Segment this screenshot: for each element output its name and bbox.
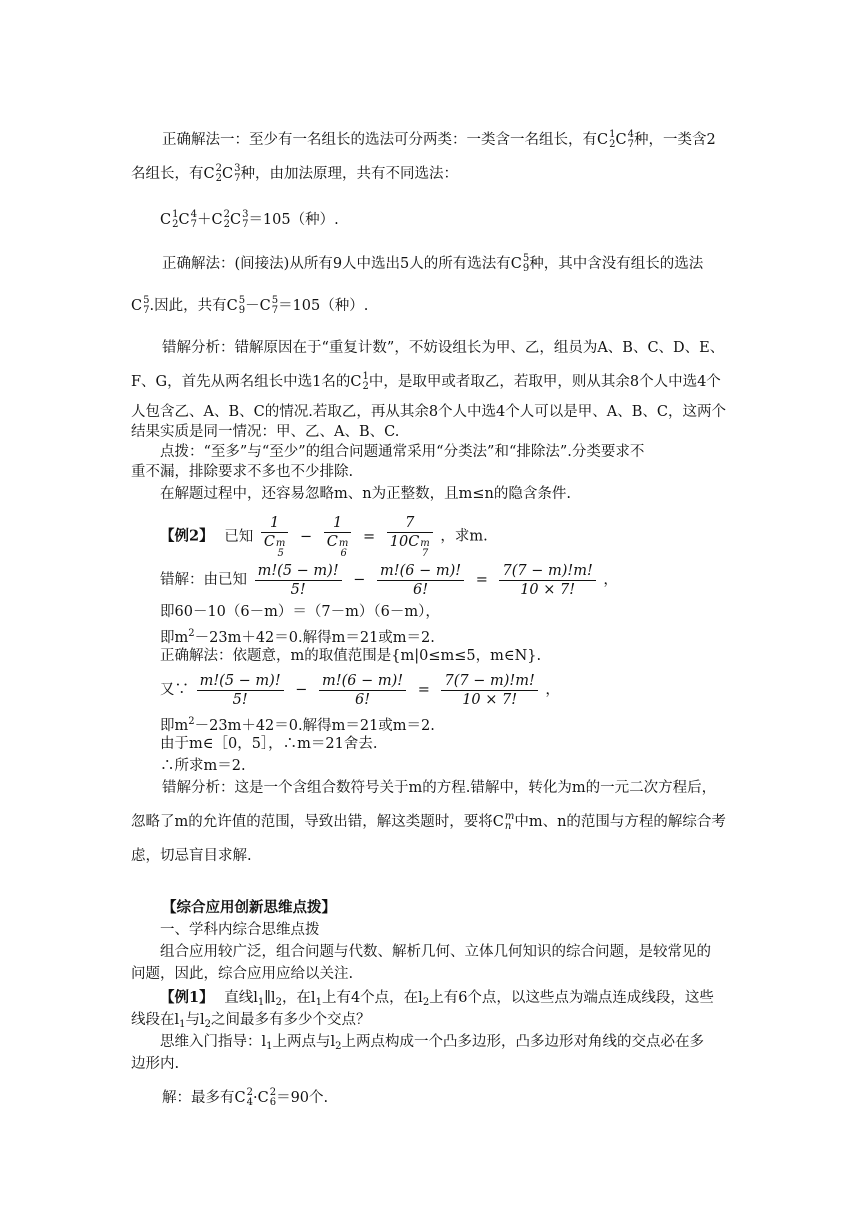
minus: − (300, 528, 313, 545)
text: 即m (160, 630, 189, 646)
text: 之间最多有多少个交点？ (211, 1012, 371, 1028)
comb-sup: 2 (246, 1087, 253, 1098)
text: ，在l (281, 990, 316, 1006)
text: ＝105（种）. (278, 298, 369, 314)
text: 上有4个点，在l (321, 990, 423, 1006)
error-analysis-1-line1: 错解分析：错解原因在于“重复计数”，不妨设组长为甲、乙，组员为A、B、C、D、E、 (162, 340, 725, 356)
fraction-numerator: 7(7 − m)!m! (441, 672, 537, 691)
text: 中，是取甲或者取乙，若取甲，则从其余8个人中选4个 (368, 374, 721, 390)
comb-sup: 2 (269, 1087, 277, 1098)
comb-sub: 4 (246, 1097, 253, 1108)
section-heading: 【综合应用创新思维点拨】 (162, 899, 336, 916)
text: 即m (160, 718, 189, 734)
text: 上有6个点，以这些点为端点连成线段，这些 (429, 990, 714, 1006)
text: －23m＋42＝0.解得m＝21或m＝2. (194, 718, 435, 734)
subscript: 2 (422, 997, 430, 1008)
comb-sup: 1 (172, 209, 179, 220)
wrong-solution-line1 (160, 560, 618, 600)
correct-method-1-line2 (131, 164, 458, 184)
comb-sub: 2 (215, 173, 222, 184)
error-analysis-2-line3: 虑，切忌盲目求解. (131, 848, 252, 864)
combination-symbol: C 2 2 (203, 163, 222, 184)
tip-line1: 点拨：“至多”与“至少”的组合问题通常采用“分类法”和“排除法”.分类要求不 (160, 444, 645, 460)
dot-operator: · (252, 1090, 258, 1106)
combination-symbol: C 5 9 (226, 295, 246, 316)
error-analysis-2-line1: 错解分析：这是一个含组合数符号关于m的方程.错解中，转化为m的一元二次方程后， (162, 780, 717, 796)
text: 思维入门指导：l (160, 1034, 267, 1050)
text: ∥l (264, 990, 276, 1006)
correct-method-1-line1 (162, 130, 716, 150)
comb-sub: 2 (172, 219, 179, 230)
fraction-numerator: 1 (261, 514, 289, 533)
wrong-solution-line2: 即60－10（6－m）＝（7－m）（6－m）， (160, 604, 440, 620)
comb-sup: 5 (143, 295, 150, 306)
combination-symbol: C 5 9 (510, 253, 530, 274)
combination-symbol: C 1 2 (597, 129, 616, 150)
correct-solution-line4: 由于m∈［0，5］，∴m＝21舍去. (160, 736, 378, 752)
comb-sup: 3 (242, 209, 249, 220)
fraction (377, 562, 464, 599)
fraction-denominator (324, 533, 352, 559)
comb-sub: 7 (190, 219, 197, 230)
fraction-numerator: m!(6 − m)! (319, 672, 406, 691)
combination-symbol: C 2 2 (211, 209, 230, 230)
subscript: 2 (204, 1019, 212, 1030)
fraction (324, 514, 352, 559)
tip-line3: 在解题过程中，还容易忽略m、n为正整数，且m≤n的隐含条件. (160, 486, 571, 502)
correct-method-2-line2 (131, 296, 368, 316)
wrong-solution-line3 (160, 624, 435, 648)
section-subheading: 一、学科内综合思维点拨 (160, 922, 320, 938)
text: ＝105（种）. (248, 212, 339, 228)
comb-sup: 5 (271, 295, 279, 306)
fraction (441, 672, 537, 709)
fraction (255, 562, 342, 599)
text: 上两点与l (272, 1034, 336, 1050)
section-para1-line1: 组合应用较广泛，组合问题与代数、解析几何、立体几何知识的综合问题，是较常见的 (160, 944, 711, 960)
text: 名组长，有 (131, 166, 204, 182)
text: 10C (389, 534, 420, 550)
comb-sup: m (420, 538, 430, 549)
superscript: 2 (188, 716, 195, 727)
combination-symbol: C 5 7 (131, 295, 150, 316)
text: －23m＋42＝0.解得m＝21或m＝2. (194, 630, 435, 646)
fraction (197, 672, 284, 709)
combination-symbol: C 1 2 (350, 371, 369, 392)
answer-line (162, 1088, 328, 1108)
text: 与l (185, 1012, 205, 1028)
text: 上两点构成一个凸多边形，凸多边形对角线的交点必在多 (341, 1034, 705, 1050)
example-label: 【例1】 (160, 989, 214, 1006)
correct-solution-line1: 正确解法：依题意，m的取值范围是{m|0≤m≤5，m∈N}. (160, 648, 542, 664)
error-analysis-2-line2 (131, 812, 726, 832)
comb-sub: 2 (609, 139, 616, 150)
comb-sub: 7 (421, 548, 429, 559)
combination-symbol: C 5 7 (259, 295, 279, 316)
comb-sub: 9 (522, 263, 530, 274)
fraction (499, 562, 595, 599)
text: 已知 (224, 528, 254, 545)
fraction-numerator: 7(7 − m)!m! (499, 562, 595, 581)
correct-solution-line3 (160, 712, 435, 736)
correct-solution-line2 (160, 670, 560, 710)
error-analysis-1-line2 (131, 372, 721, 392)
comb-sub: 7 (271, 305, 279, 316)
fraction (261, 514, 289, 559)
fraction-numerator: m!(5 − m)! (255, 562, 342, 581)
combination-symbol: C 2 4 (234, 1087, 253, 1108)
minus: － (245, 298, 260, 314)
fraction-denominator (261, 533, 289, 559)
text: 种，由加法原理，共有不同选法： (240, 166, 458, 182)
equals: = (475, 572, 488, 588)
comb-sup: 4 (190, 209, 197, 220)
equals: = (362, 528, 376, 545)
fraction-denominator: 10 × 7! (520, 581, 576, 598)
text: 线段在l (131, 1012, 180, 1028)
text: 直线l (224, 990, 258, 1006)
fraction-denominator: 6! (413, 581, 429, 598)
comb-sub: 5 (277, 548, 284, 559)
comb-sub: 7 (627, 139, 634, 150)
fraction-denominator: 6! (355, 691, 371, 708)
comb-sup: m (504, 811, 515, 822)
correct-solution-line5: ∴所求m＝2. (160, 758, 246, 774)
subscript: 1 (315, 997, 322, 1008)
text: ＝90个. (276, 1090, 329, 1106)
comb-sup: 4 (627, 129, 634, 140)
fraction-numerator: m!(6 − m)! (377, 562, 464, 581)
comb-sup: m (338, 538, 349, 549)
plus: ＋ (196, 212, 212, 228)
text: 又∵ (160, 682, 189, 698)
text: 种，其中含没有组长的选法 (529, 256, 704, 272)
superscript: 2 (188, 628, 195, 639)
fraction-denominator: 5! (232, 691, 248, 708)
correct-method-2-line1 (162, 254, 703, 274)
combination-symbol: C 4 7 (615, 129, 634, 150)
comb-sup: m (275, 538, 286, 549)
comb-sub: 2 (223, 219, 230, 230)
text: ， (545, 682, 560, 698)
equals: = (417, 682, 430, 698)
text: 错解：由已知 (160, 572, 247, 588)
text: .因此，共有 (149, 298, 227, 314)
fraction-denominator (387, 533, 433, 559)
tip-line2: 重不漏，排除要求不多也不少排除. (131, 464, 354, 480)
text: 忽略了m的允许值的范围，导致出错，解这类题时，要将 (131, 814, 493, 830)
text: ，求m. (440, 528, 488, 545)
comb-sub: 6 (340, 548, 347, 559)
fraction-denominator: 10 × 7! (462, 691, 518, 708)
comb-sup: 2 (215, 163, 222, 174)
subscript: 1 (179, 1019, 186, 1030)
text: ， (603, 572, 618, 588)
text: F、G，首先从两名组长中选1名的 (131, 374, 351, 390)
fraction-denominator: 5! (290, 581, 306, 598)
fraction (387, 514, 433, 559)
comb-sub: 2 (362, 381, 369, 392)
text: 种，一类含2 (633, 132, 716, 148)
fraction-numerator: 1 (324, 514, 352, 533)
subscript: 1 (257, 997, 265, 1008)
guide-line1 (160, 1032, 704, 1057)
combination-symbol: C 2 6 (257, 1087, 277, 1108)
comb-sub: n (504, 821, 512, 832)
combination-symbol: C 3 7 (221, 163, 241, 184)
text: C (263, 534, 275, 550)
fraction-numerator: m!(5 − m)! (197, 672, 284, 691)
fraction (319, 672, 406, 709)
guide-line2: 边形内. (131, 1056, 180, 1072)
combination-symbol: C 4 7 (178, 209, 197, 230)
text: C (326, 534, 338, 550)
error-analysis-1-line4: 结果实质是同一情况：甲、乙、A、B、C. (131, 424, 400, 440)
example-label: 【例2】 (160, 527, 214, 545)
example-2-statement (160, 514, 488, 559)
combination-symbol: C m n (492, 811, 515, 832)
comb-sub: 7 (234, 173, 241, 184)
section-para1-line2: 问题，因此，综合应用应给以关注. (131, 966, 354, 982)
comb-sup: 5 (238, 295, 246, 306)
text: 解：最多有 (162, 1090, 235, 1106)
error-analysis-1-line3: 人包含乙、A、B、C的情况.若取乙，再从其余8个人中选4个人可以是甲、A、B、C，这两个 (131, 404, 726, 420)
comb-sub: 7 (242, 219, 249, 230)
minus: − (353, 572, 366, 588)
comb-sup: 1 (609, 129, 616, 140)
subscript: 2 (335, 1041, 342, 1052)
subscript: 2 (275, 997, 282, 1008)
text: 正确解法一：至少有一名组长的选法可分两类：一类含一名组长，有 (162, 132, 597, 148)
comb-sup: 5 (522, 253, 530, 264)
comb-sup: 2 (223, 209, 230, 220)
comb-sup: 1 (362, 371, 369, 382)
combination-symbol: C 3 7 (229, 209, 249, 230)
correct-method-1-formula (160, 210, 339, 230)
comb-sub: 7 (143, 305, 150, 316)
text: 中m、n的范围与方程的解综合考 (514, 814, 726, 830)
comb-sub: 9 (238, 305, 246, 316)
fraction-numerator: 7 (387, 514, 433, 533)
comb-sub: 6 (269, 1097, 277, 1108)
text: 正确解法：(间接法)从所有9人中选出5人的所有选法有 (162, 256, 511, 272)
comb-sup: 3 (234, 163, 241, 174)
combination-symbol: C 1 2 (160, 209, 179, 230)
subscript: 1 (266, 1041, 273, 1052)
minus: − (295, 682, 308, 698)
